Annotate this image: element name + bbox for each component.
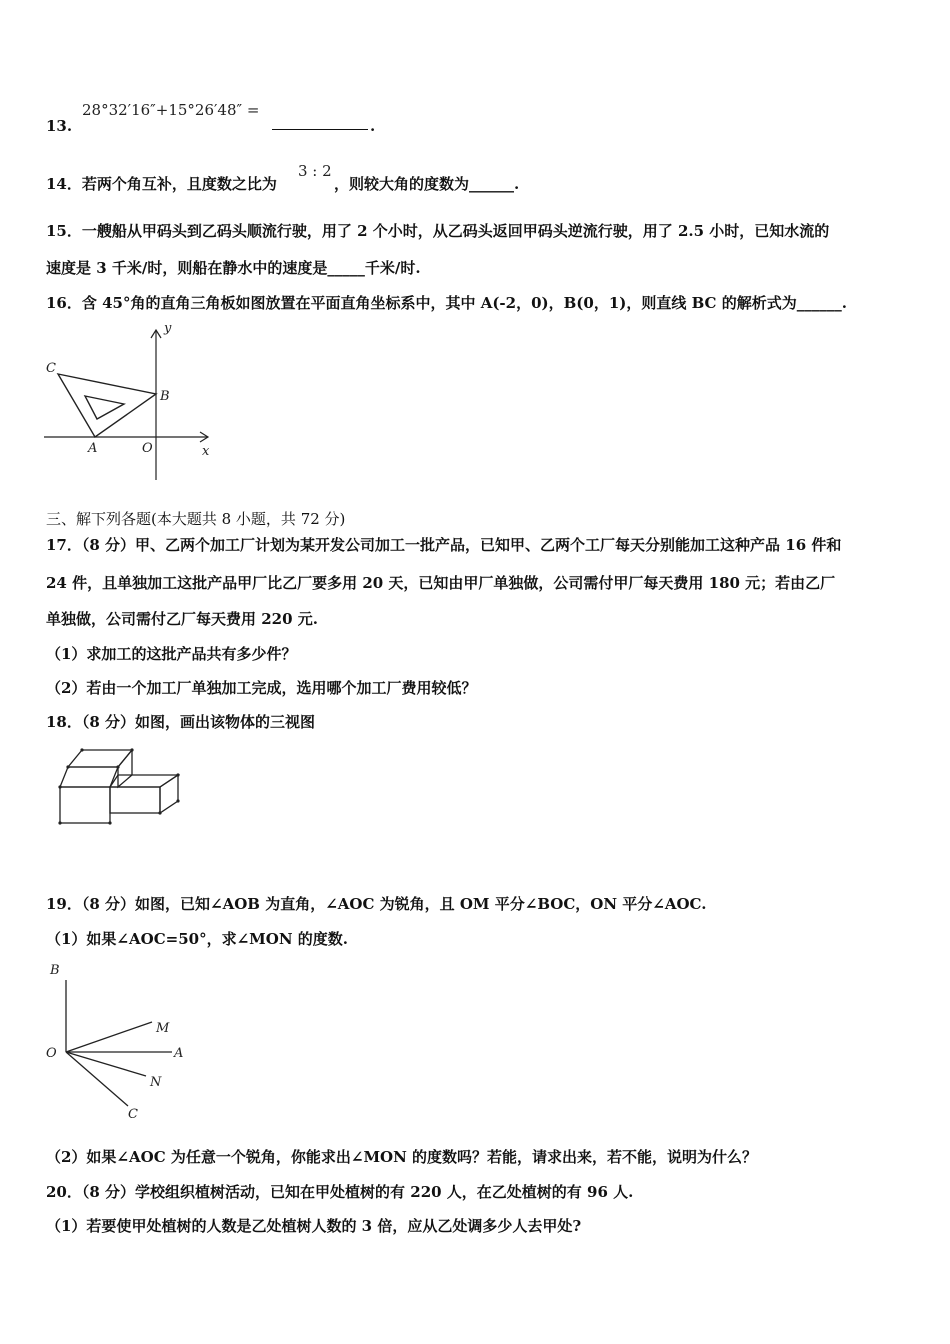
q16-label-o: O [142,441,153,456]
q17-line2: 24 件，且单独加工这批产品甲厂比乙厂要多用 20 天，已知由甲厂单独做，公司需付甲厂每天费用 180 元；若由乙厂 [46,574,836,592]
q19-label-m: M [156,1021,170,1036]
q18-figure [52,742,192,832]
q19-label-o: O [46,1046,57,1061]
q17-sub1: （1）求加工的这批产品共有多少件？ [46,645,297,663]
q13-formula: 28°32′16″+15°26′48″ = [82,101,260,119]
q20-sub1: （1）若要使甲处植树的人数是乙处植树人数的 3 倍，应从乙处调多少人去甲处? [46,1217,582,1235]
q18-text: 18．（8 分）如图，画出该物体的三视图 [46,713,316,731]
q15-line2: 速度是 3 千米/时，则船在静水中的速度是_____千米/时. [46,259,421,277]
q19-text: 19．（8 分）如图，已知∠AOB 为直角，∠AOC 为锐角，且 OM 平分∠BOC，ON 平分∠AOC. [46,895,707,913]
q13-answer-blank [272,113,368,130]
section3-title: 三、解下列各题(本大题共 8 小题，共 72 分) [46,510,346,528]
q14-suffix: ，则较大角的度数为______. [334,175,520,193]
q16-label-a: A [88,441,98,456]
q17-line3: 单独做，公司需付乙厂每天费用 220 元. [46,610,318,628]
q14-prefix: 14．若两个角互补，且度数之比为 [46,175,277,193]
q19-label-n: N [150,1075,162,1090]
q13-number: 13. [46,117,73,135]
q16-label-y: y [164,322,172,336]
q16-text: 16．含 45°角的直角三角板如图放置在平面直角坐标系中，其中 A(-2，0)，B(0，1)，则直线 BC 的解析式为______. [46,294,847,312]
q13-tail: . [370,117,376,135]
q19-label-b: B [50,963,60,978]
q14-ratio: 3 : 2 [298,162,332,180]
q19-label-c: C [128,1107,138,1122]
q17-line1: 17．（8 分）甲、乙两个加工厂计划为某开发公司加工一批产品，已知甲、乙两个工厂每天分别能加工这种产品 16 件和 [46,536,842,554]
q16-figure [40,322,220,482]
q19-sub2: （2）如果∠AOC 为任意一个锐角，你能求出∠MON 的度数吗？若能，请求出来，若不能，说明为什么？ [46,1148,758,1166]
q16-label-c: C [46,361,56,376]
q19-sub1: （1）如果∠AOC=50°，求∠MON 的度数. [46,930,348,948]
q17-sub2: （2）若由一个加工厂单独加工完成，选用哪个加工厂费用较低？ [46,679,477,697]
q16-label-x: x [202,444,210,459]
q20-text: 20．（8 分）学校组织植树活动，已知在甲处植树的有 220 人，在乙处植树的有 96 人. [46,1183,634,1201]
q19-label-a: A [174,1046,184,1061]
q19-figure [42,960,202,1130]
q16-label-b: B [160,389,170,404]
q15-line1: 15．一艘船从甲码头到乙码头顺流行驶，用了 2 个小时，从乙码头返回甲码头逆流行驶，用了 2.5 小时，已知水流的 [46,222,830,240]
